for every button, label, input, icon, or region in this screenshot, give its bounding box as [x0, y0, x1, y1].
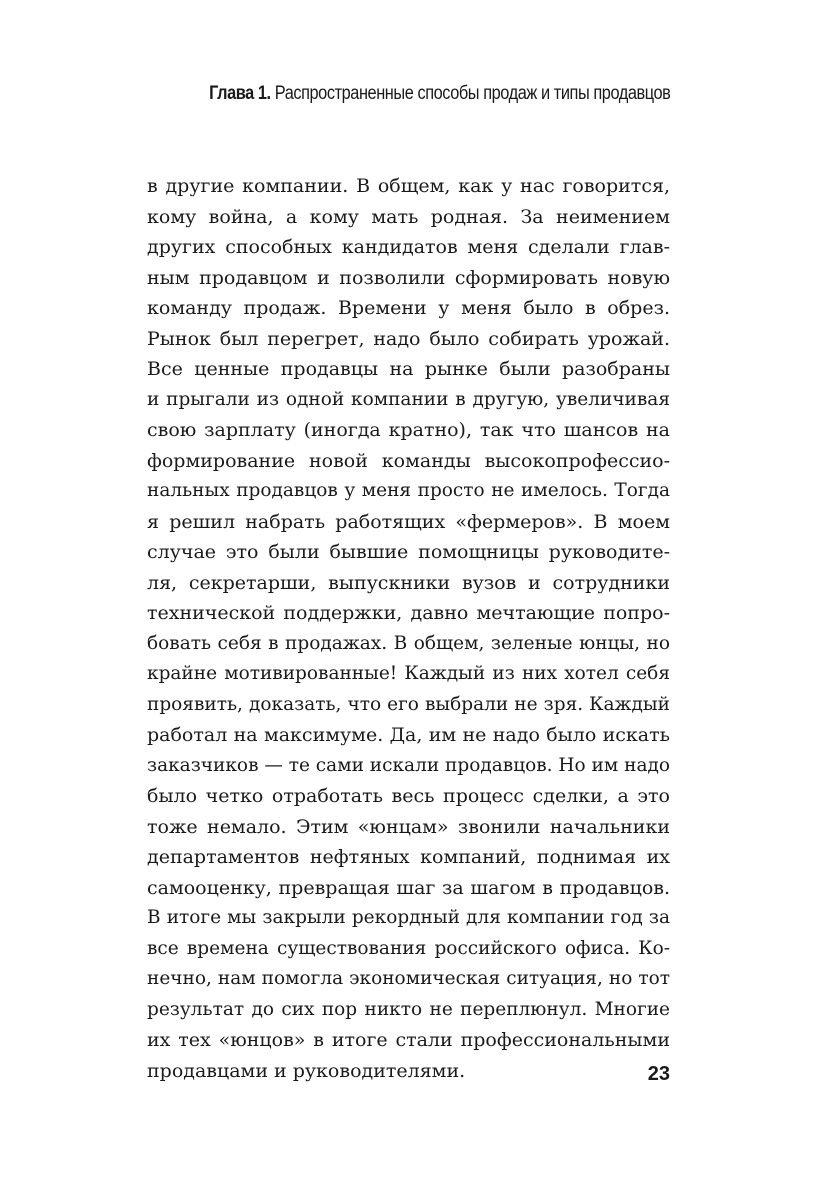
text-line: проявить, доказать, что его выбрали не зря. Каждый	[147, 693, 670, 715]
text-line: заказчиков — те сами искали продавцов. Но им надо	[147, 754, 671, 776]
text-line: других способных кандидатов меня сделали глав-	[147, 236, 670, 258]
text-line: нечно, нам помогла экономическая ситуация, но тот	[147, 968, 670, 989]
text-line: бовать себя в продажах. В общем, зеленые юнцы, но	[147, 632, 670, 654]
chapter-title: Распространенные способы продаж и типы продавцов	[274, 83, 670, 104]
text-line: Рынок был перегрет, надо было собирать урожай.	[147, 327, 670, 350]
text-line-last: продавцами и руководителями.	[147, 1059, 466, 1082]
text-line: ля, секретарши, выпускники вузов и сотрудники	[147, 571, 670, 594]
text-line: В итоге мы закрыли рекордный для компании год за	[147, 907, 670, 928]
text-line: ным продавцом и позволили сформировать новую	[147, 266, 670, 289]
text-line: результат до сих пор никто не переплюнул. Многие	[147, 998, 670, 1020]
text-line: департаментов нефтяных компаний, поднимая их	[147, 846, 670, 868]
text-line: было четко отработать весь процесс сделки, а это	[147, 785, 670, 807]
text-line: свою зарплату (иногда кратно), так что шансов на	[147, 419, 670, 441]
text-line: самооценку, превращая шаг за шагом в продавцов.	[147, 876, 670, 899]
text-line: тоже немало. Этим «юнцам» звонили начальники	[147, 815, 670, 838]
text-line: формирование новой команды высокопрофессио-	[147, 449, 670, 472]
text-line: в другие компании. В общем, как у нас говорится,	[147, 175, 670, 197]
page-number: 23	[647, 1063, 670, 1085]
text-line: и прыгали из одной компании в другую, увеличивая	[147, 388, 670, 410]
text-line: кому война, а кому мать родная. За неимением	[147, 205, 670, 228]
text-line: случае это были бывшие помощницы руководите-	[147, 541, 670, 563]
chapter-label: Глава 1.	[208, 83, 271, 104]
text-line: нальных продавцов у меня просто не имелось. Тогда	[147, 480, 670, 501]
text-line: я решил набрать работящих «фермеров». В моем	[147, 510, 670, 533]
body-text	[147, 171, 670, 1086]
text-line: крайне мотивированные! Каждый из них хотел себя	[147, 663, 670, 684]
text-line: команду продаж. Времени у меня было в обрез.	[147, 297, 670, 319]
text-line: технической поддержки, давно мечтающие попро-	[147, 602, 670, 624]
text-line: их тех «юнцов» в итоге стали профессиональными	[147, 1029, 670, 1051]
text-line: Все ценные продавцы на рынке были разобраны	[147, 358, 670, 380]
text-line: работал на максимуме. Да, им не надо было искать	[147, 724, 670, 746]
running-header	[209, 83, 670, 105]
text-line: все времена существования российского офиса. Ко-	[147, 937, 670, 959]
